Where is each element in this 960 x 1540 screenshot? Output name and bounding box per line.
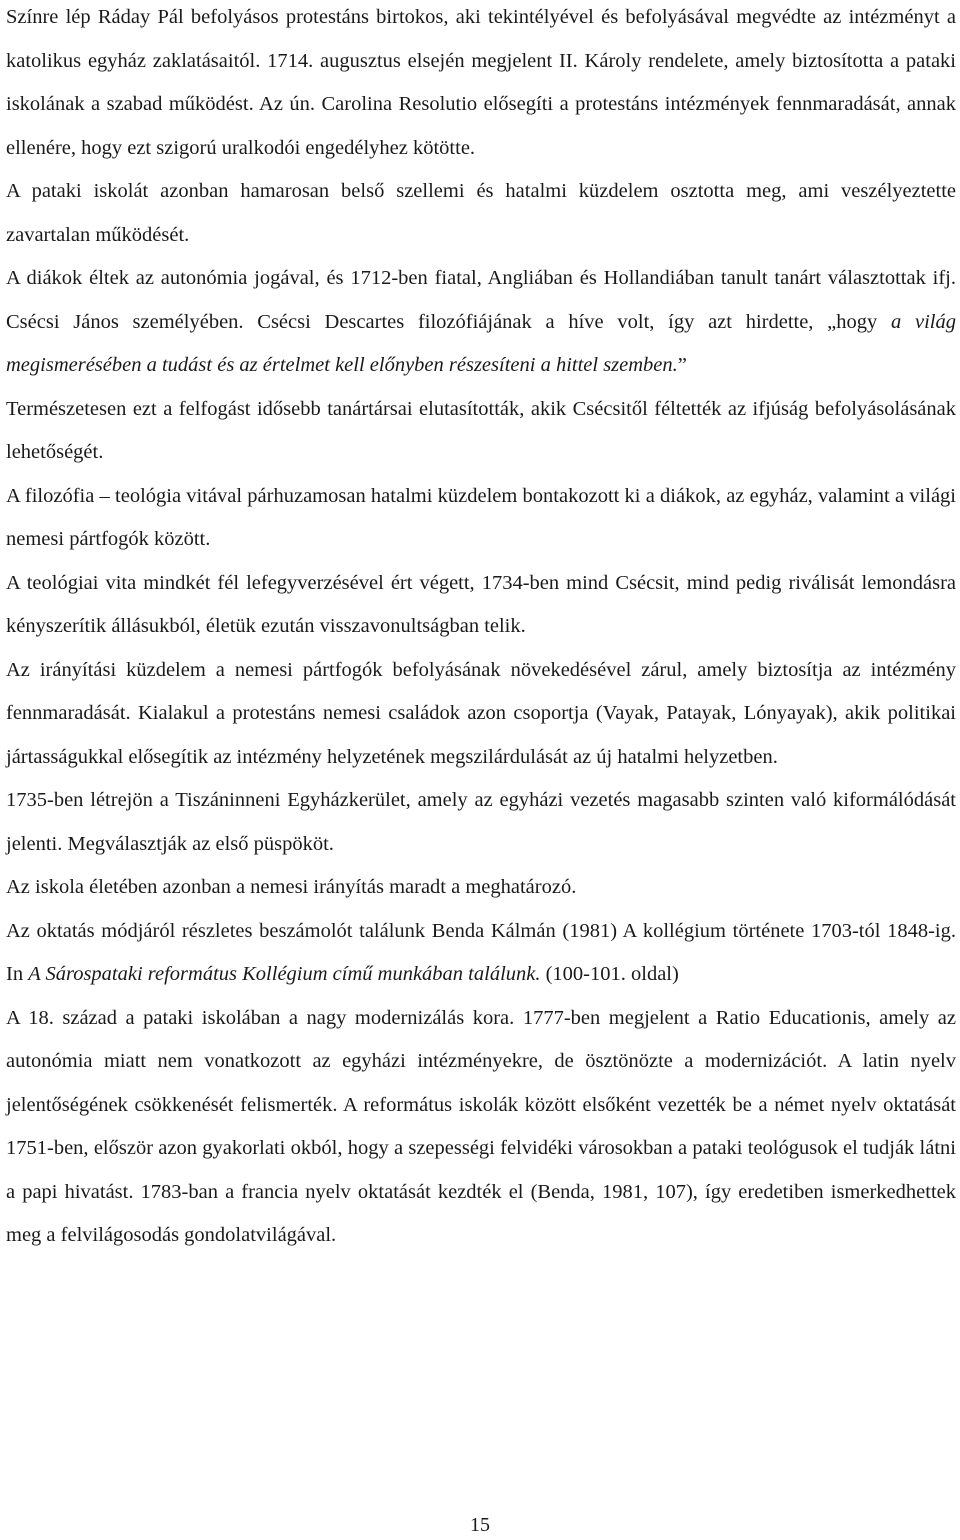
paragraph-7 (6, 649, 956, 780)
paragraph-text: Természetesen ezt a felfogást idősebb tanártársai elutasították, akik Csécsitől féltették az ifjúság befolyásolásának lehetőségét. (6, 397, 956, 463)
paragraph-text: 1735-ben létrejön a Tiszáninneni Egyházkerület, amely az egyházi vezetés magasabb szinten való kiformálódását jelenti. Megválasztják az első püspököt. (6, 789, 956, 855)
page-number: 15 (470, 1514, 490, 1536)
paragraph-text: (100-101. oldal) (540, 963, 679, 985)
paragraph-text: Az oktatás módjáról részletes beszámolót találunk Benda Kálmán (1981) A kollégium története 1703-tól 1848-ig. In (6, 919, 956, 985)
paragraph-9 (6, 866, 956, 910)
italic-book-title: A Sárospataki református Kollégium című munkában találunk. (28, 963, 541, 985)
paragraph-4 (6, 388, 956, 475)
italic-quote: a világ megismerésében a tudást és az értelmet kell előnyben részesíteni a hittel szemben. (6, 310, 956, 376)
paragraph-5 (6, 475, 956, 562)
paragraph-10 (6, 910, 956, 997)
document-body (6, 0, 956, 1258)
paragraph-text: Az iskola életében azonban a nemesi irányítás maradt a meghatározó. (6, 876, 577, 898)
paragraph-8 (6, 779, 956, 866)
paragraph-11 (6, 997, 956, 1258)
paragraph-text: Az irányítási küzdelem a nemesi pártfogók befolyásának növekedésével zárul, amely biztosítja az intézmény fennmaradását. Kialakul a protestáns nemesi családok azon csoportja (Vayak, Patayak, Lónyayak), akik politikai jártasságukkal elősegítik az intézmény helyzetének megszilárdulását az új hatalmi helyzetben. (6, 658, 956, 768)
paragraph-text: A 18. század a pataki iskolában a nagy modernizálás kora. 1777-ben megjelent a Ratio Educationis, amely az autonómia miatt nem vonatkozott az egyházi intézményekre, de ösztönözte a modernizációt. A latin nyelv jelentőségének csökkenését felismerték. A református iskolák között elsőként vezették be a német nyelv oktatását 1751-ben, először azon gyakorlati okból, hogy a szepességi felvidéki városokban a pataki teológusok el tudják látni a papi hivatást. 1783-ban a francia nyelv oktatását kezdték el (Benda, 1981, 107), így eredetiben ismerkedhettek meg a felvilágosodás gondolatvilágával. (6, 1006, 956, 1246)
closing-quote-mark: ” (677, 354, 687, 376)
paragraph-2 (6, 170, 956, 257)
paragraph-3 (6, 257, 956, 388)
paragraph-text: A diákok éltek az autonómia jogával, és 1712-ben fiatal, Angliában és Hollandiában tanult tanárt választottak ifj. Csécsi János személyében. Csécsi Descartes filozófiájának a híve volt, így azt hirdette, „hogy (6, 267, 956, 333)
paragraph-text: Színre lép Ráday Pál befolyásos protestáns birtokos, aki tekintélyével és befolyásával megvédte az intézményt a katolikus egyház zaklatásaitól. 1714. augusztus elsején megjelent II. Károly rendelete, amely biztosította a pataki iskolának a szabad működést. Az ún. Carolina Resolutio elősegíti a protestáns intézmények fennmaradását, annak ellenére, hogy ezt szigorú uralkodói engedélyhez kötötte. (6, 6, 956, 159)
paragraph-1 (6, 0, 956, 170)
paragraph-text: A filozófia – teológia vitával párhuzamosan hatalmi küzdelem bontakozott ki a diákok, az egyház, valamint a világi nemesi pártfogók között. (6, 484, 956, 550)
paragraph-text: A teológiai vita mindkét fél lefegyverzésével ért végett, 1734-ben mind Csécsit, mind pedig riválisát lemondásra kényszerítik állásukból, életük ezután visszavonultságban telik. (6, 571, 956, 637)
paragraph-6 (6, 562, 956, 649)
paragraph-text: A pataki iskolát azonban hamarosan belső szellemi és hatalmi küzdelem osztotta meg, ami veszélyeztette zavartalan működését. (6, 180, 956, 246)
